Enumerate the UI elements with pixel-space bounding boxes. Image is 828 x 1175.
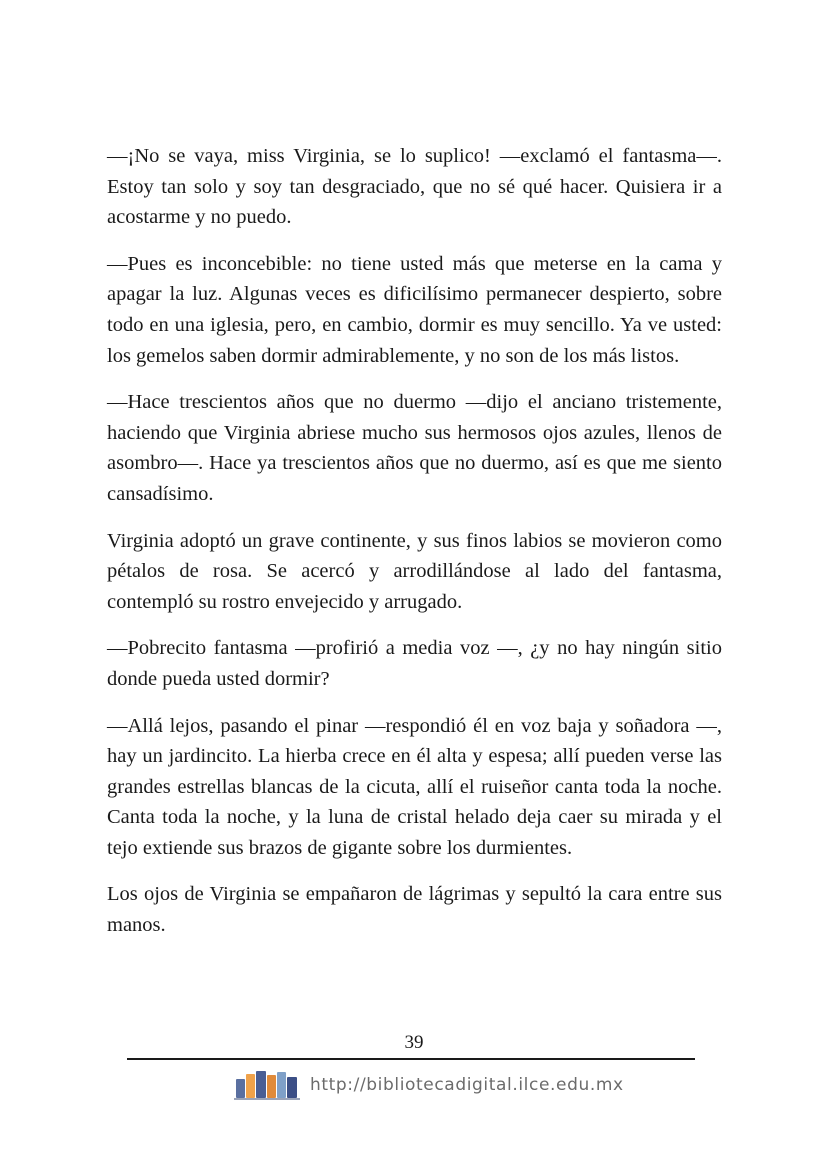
paragraph-2: —Pues es inconcebible: no tiene usted más que meterse en la cama y apagar la luz. Algunas veces es dificilísimo permanecer despierto, sobre todo en una iglesia, pero, en cambio, dormir es muy sencillo. Ya ve usted: los gemelos saben dormir admirablemente, y no son de los más listos. <box>107 252 722 367</box>
footer-source <box>234 1068 624 1102</box>
paragraph-3: —Hace trescientos años que no duermo —dijo el anciano tristemente, haciendo que Virginia abriese mucho sus hermosos ojos azules, llenos de asombro—. Hace ya trescientos años que no duermo, así es que me siento cansadísimo. <box>107 391 722 505</box>
books-icon <box>234 1070 300 1100</box>
footer-url-link[interactable]: http://bibliotecadigital.ilce.edu.mx <box>310 1075 624 1095</box>
book-spine-1 <box>236 1079 245 1098</box>
book-spine-4 <box>267 1075 276 1098</box>
page-number: 39 <box>404 1032 424 1053</box>
book-spine-3 <box>256 1071 266 1098</box>
book-spine-5 <box>277 1072 286 1098</box>
paragraph-7: Los ojos de Virginia se empañaron de lágrimas y sepultó la cara entre sus manos. <box>107 883 722 937</box>
paragraph-4: Virginia adoptó un grave continente, y sus finos labios se movieron como pétalos de rosa. Se acercó y arrodillándose al lado del fantasma, contempló su rostro envejecido y arrugado. <box>107 529 722 613</box>
page-body <box>107 141 722 957</box>
paragraph-6: —Allá lejos, pasando el pinar —respondió él en voz baja y soñadora —, hay un jardincito. La hierba crece en él alta y espesa; allí pueden verse las grandes estrellas blancas de la cicuta, allí el ruiseñor canta toda la noche. Canta toda la noche, y la luna de cristal helado deja caer su mirada y el tejo extiende sus brazos de gigante sobre los durmientes. <box>107 714 722 859</box>
book-spine-6 <box>287 1077 297 1098</box>
footer-divider <box>127 1058 695 1060</box>
paragraph-5: —Pobrecito fantasma —profirió a media voz —, ¿y no hay ningún sitio donde pueda usted dormir? <box>107 637 722 690</box>
paragraph-1: —¡No se vaya, miss Virginia, se lo suplico! —exclamó el fantasma—. Estoy tan solo y soy tan desgraciado, que no sé qué hacer. Quisiera ir a acostarme y no puedo. <box>107 145 722 229</box>
book-spine-2 <box>246 1074 255 1098</box>
book-shelf <box>234 1098 300 1100</box>
